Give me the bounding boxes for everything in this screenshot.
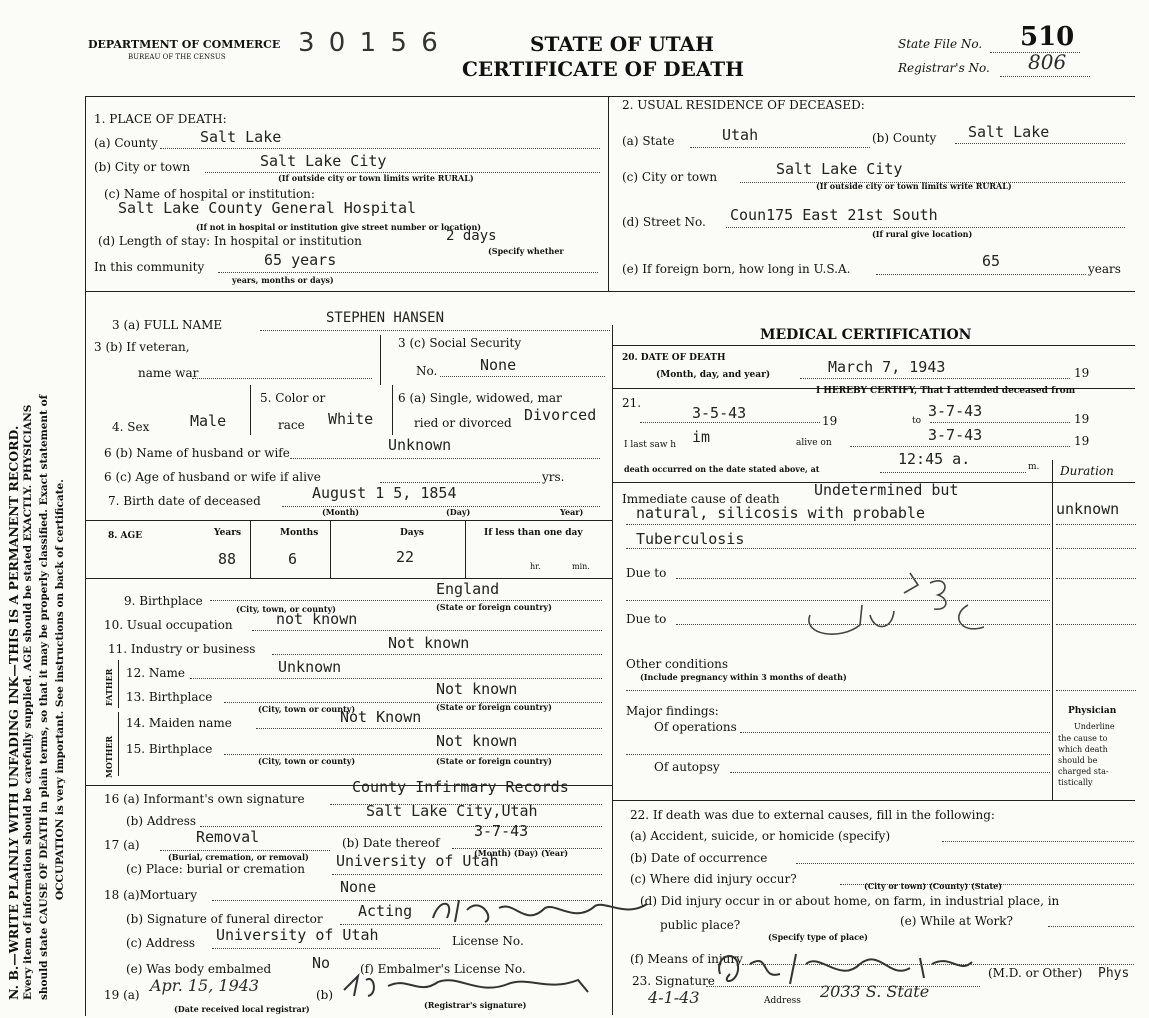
- community-label: In this community: [94, 260, 205, 274]
- res-foreign-value: 65: [982, 252, 1001, 270]
- death-city-label: (b) City or town: [94, 160, 191, 174]
- sex-label: 4. Sex: [112, 420, 150, 434]
- funeral-address-value: University of Utah: [216, 926, 379, 944]
- certificate-number: 3 0 1 5 6: [298, 28, 441, 58]
- phys-label: Phys: [1098, 966, 1130, 981]
- registrar-sig-label: (b): [316, 988, 334, 1002]
- attended-to-19: 19: [1074, 412, 1090, 426]
- res-city-value: Salt Lake City: [776, 160, 903, 178]
- place-burial-label: (c) Place: burial or cremation: [126, 862, 305, 876]
- alive-value: 3-7-43: [928, 426, 983, 444]
- res-street-note: (If rural give location): [872, 229, 973, 239]
- m-label: m.: [1028, 462, 1040, 472]
- father-birthplace-label: 13. Birthplace: [126, 690, 213, 704]
- stay-value: 2 days: [446, 228, 497, 244]
- duration-header: Duration: [1060, 464, 1114, 478]
- where-label: (c) Where did injury occur?: [630, 872, 797, 886]
- res-state-value: Utah: [722, 126, 759, 144]
- physician-annotation: [800, 565, 1010, 640]
- industry-label: 11. Industry or business: [108, 642, 256, 656]
- yrs-label: yrs.: [542, 470, 565, 484]
- attended-to-label: to: [912, 416, 922, 426]
- physician-note-6: tistically: [1058, 778, 1093, 787]
- due-to-1-label: Due to: [626, 566, 667, 580]
- home-injury-label: (d) Did injury occur in or about home, on farm, in industrial place, in: [640, 894, 1060, 908]
- birth-date-label: 7. Birth date of deceased: [108, 494, 261, 508]
- father-name-label: 12. Name: [126, 666, 186, 680]
- father-state-note: (State or foreign country): [436, 702, 552, 712]
- res-county-label: (b) County: [872, 131, 937, 145]
- ss-no-label: No.: [416, 364, 438, 378]
- attended-to-value: 3-7-43: [928, 402, 983, 420]
- burial-date-label: (b) Date thereof: [342, 836, 440, 850]
- physician-address-label: Address: [764, 996, 801, 1006]
- age-years-header: Years: [214, 528, 242, 538]
- filed-value: Apr. 15, 1943: [150, 976, 260, 995]
- dod-note: (Month, day, and year): [656, 370, 771, 380]
- filed-label: 19 (a): [104, 988, 140, 1002]
- marital-label-1: 6 (a) Single, widowed, mar: [398, 391, 562, 405]
- residence-heading: 2. USUAL RESIDENCE OF DECEASED:: [622, 98, 865, 112]
- death-county-value: Salt Lake: [200, 128, 282, 146]
- mother-state-note: (State or foreign country): [436, 756, 552, 766]
- marital-label-2: ried or divorced: [414, 416, 512, 430]
- birth-day-note: (Day): [446, 507, 471, 517]
- occupation-label: 10. Usual occupation: [104, 618, 233, 632]
- age-years-value: 88: [218, 550, 237, 568]
- state-title: STATE OF UTAH: [530, 32, 714, 56]
- burial-note: (Burial, cremation, or removal): [168, 852, 309, 862]
- sidebar-line-4: OCCUPATION is very important. See instructions on back of certificate.: [54, 479, 66, 900]
- father-city-note: (City, town or county): [258, 704, 356, 714]
- public-place-label: public place?: [660, 918, 741, 932]
- sidebar-line-3: should state CAUSE OF DEATH in plain terms, so that it may be properly classified. Exact statement of: [38, 394, 50, 1000]
- stay-specify: (Specify whether: [488, 246, 564, 256]
- means-label: (f) Means of injury: [630, 952, 743, 966]
- mother-birthplace-label: 15. Birthplace: [126, 742, 213, 756]
- res-street-label: (d) Street No.: [622, 215, 706, 229]
- external-causes-label: 22. If death was due to external causes, fill in the following:: [630, 808, 995, 822]
- physician-note-4: should be: [1058, 756, 1098, 765]
- res-street-value: Coun175 East 21st South: [730, 206, 938, 224]
- age-days-value: 22: [396, 548, 415, 566]
- res-years-label: years: [1088, 262, 1121, 276]
- due-to-2-label: Due to: [626, 612, 667, 626]
- full-name-label: 3 (a) FULL NAME: [112, 318, 223, 332]
- embalmed-label: (e) Was body embalmed: [126, 962, 272, 976]
- embalmed-value: No: [312, 954, 331, 972]
- accident-label: (a) Accident, suicide, or homicide (specify): [630, 829, 891, 843]
- attended-from-19: 19: [822, 414, 838, 428]
- mother-label: MOTHER: [104, 735, 114, 778]
- birthplace-city-note: (City, town, or county): [236, 604, 336, 614]
- community-note: years, months or days): [232, 275, 334, 285]
- informant-address-value: Salt Lake City,Utah: [366, 802, 538, 820]
- race-label: race: [278, 418, 305, 432]
- funeral-address-label: (c) Address: [126, 936, 196, 950]
- mother-city-note: (City, town or county): [258, 756, 356, 766]
- physician-note-3: which death: [1058, 745, 1108, 754]
- mortuary-label: 18 (a)Mortuary: [104, 888, 198, 902]
- director-signature: [425, 888, 655, 936]
- death-time-value: 12:45 a.: [898, 450, 971, 468]
- birthplace-label: 9. Birthplace: [124, 594, 203, 608]
- mother-name-label: 14. Maiden name: [126, 716, 232, 730]
- at-work-label: (e) While at Work?: [900, 914, 1013, 928]
- license-label: License No.: [452, 934, 524, 948]
- duration-value: unknown: [1056, 500, 1120, 518]
- saw-label: I last saw h: [624, 440, 677, 450]
- death-county-label: (a) County: [94, 136, 158, 150]
- color-label: 5. Color or: [260, 391, 326, 405]
- hospital-note: (If not in hospital or institution give street number or location): [196, 222, 482, 232]
- physician-note-5: charged sta-: [1058, 767, 1109, 776]
- alive-label: alive on: [796, 438, 832, 448]
- veteran-label: 3 (b) If veteran,: [94, 340, 190, 354]
- occurrence-label: (b) Date of occurrence: [630, 851, 768, 865]
- filed-note: (Date received local registrar): [174, 1004, 310, 1014]
- physician-note-1: Underline: [1074, 722, 1115, 731]
- informant-label: 16 (a) Informant's own signature: [104, 792, 305, 806]
- death-city-value: Salt Lake City: [260, 152, 387, 170]
- autopsy-label: Of autopsy: [654, 760, 720, 774]
- where-note: (City or town) (County) (State): [864, 881, 1003, 891]
- informant-address-label: (b) Address: [126, 814, 197, 828]
- birthplace-state-note: (State or foreign country): [436, 602, 552, 612]
- occurred-label: death occurred on the date stated above, at: [624, 464, 820, 474]
- md-label: (M.D. or Other): [988, 966, 1083, 980]
- page-title: CERTIFICATE OF DEATH: [462, 57, 745, 81]
- sidebar-line-2: Every item of information should be carefully supplied. AGE should be stated EXACTLY. PHYSICIANS: [22, 404, 34, 1000]
- race-value: White: [328, 410, 374, 428]
- public-place-note: (Specify type of place): [768, 932, 868, 942]
- medical-heading: MEDICAL CERTIFICATION: [760, 327, 972, 343]
- physician-address-value: 2033 S. State: [820, 982, 930, 1001]
- physician-note-2: the cause to: [1058, 734, 1108, 743]
- ss-value: None: [480, 356, 517, 374]
- registrar-sig-note: (Registrar's signature): [424, 1000, 527, 1010]
- operations-label: Of operations: [654, 720, 737, 734]
- attended-from-value: 3-5-43: [692, 404, 747, 422]
- occupation-value: not known: [276, 610, 358, 628]
- director-label: (b) Signature of funeral director: [126, 912, 323, 926]
- father-name-value: Unknown: [278, 658, 342, 676]
- full-name-value: STEPHEN HANSEN: [326, 310, 445, 326]
- burial-value: Removal: [196, 828, 260, 846]
- alive-19: 19: [1074, 434, 1090, 448]
- mother-birthplace-value: Not known: [436, 732, 518, 750]
- res-county-value: Salt Lake: [968, 123, 1050, 141]
- father-label: FATHER: [104, 668, 114, 706]
- res-city-note: (If outside city or town limits write RURAL): [816, 181, 1012, 191]
- registrar-number: 806: [1028, 50, 1067, 74]
- res-foreign-label: (e) If foreign born, how long in U.S.A.: [622, 262, 851, 276]
- burial-date-value: 3-7-43: [474, 822, 529, 840]
- industry-value: Not known: [388, 634, 470, 652]
- dod-19: 19: [1074, 366, 1090, 380]
- place-heading: 1. PLACE OF DEATH:: [94, 112, 227, 126]
- state-file-label: State File No.: [898, 37, 983, 51]
- father-birthplace-value: Not known: [436, 680, 518, 698]
- certify-text: I HEREBY CERTIFY, That I attended deceased from: [816, 386, 1076, 396]
- cause-label: Immediate cause of death: [622, 492, 780, 506]
- birth-date-value: August 1 5, 1854: [312, 484, 457, 502]
- sex-value: Male: [190, 412, 227, 430]
- birth-year-note: Year): [560, 507, 584, 517]
- age-label: 8. AGE: [108, 531, 143, 541]
- birthplace-value: England: [436, 580, 500, 598]
- other-conditions-note: (Include pregnancy within 3 months of death): [640, 672, 847, 682]
- hospital-label: (c) Name of hospital or institution:: [104, 187, 315, 201]
- cause-line-2: natural, silicosis with probable: [636, 504, 925, 522]
- dod-label: 20. DATE OF DEATH: [622, 353, 726, 363]
- spouse-label: 6 (b) Name of husband or wife: [104, 446, 290, 460]
- embalmer-label: (f) Embalmer's License No.: [360, 962, 526, 976]
- certify-number: 21.: [622, 396, 642, 410]
- mortuary-value: None: [340, 878, 377, 896]
- dept-label: DEPARTMENT OF COMMERCE: [88, 38, 281, 51]
- physician-sign-date: 4-1-43: [648, 988, 700, 1007]
- min-label: min.: [572, 562, 590, 571]
- registrar-label: Registrar's No.: [898, 61, 990, 75]
- director-value: Acting: [358, 902, 413, 920]
- hr-label: hr.: [530, 562, 541, 571]
- spouse-value: Unknown: [388, 436, 452, 454]
- age-months-header: Months: [280, 528, 319, 538]
- death-city-note: (If outside city or town limits write RURAL): [278, 173, 474, 183]
- cause-line-3: Tuberculosis: [636, 530, 745, 548]
- hospital-value: Salt Lake County General Hospital: [118, 199, 417, 217]
- age-days-header: Days: [400, 528, 424, 538]
- major-findings-label: Major findings:: [626, 704, 719, 718]
- age-less-header: If less than one day: [484, 528, 583, 538]
- birth-month-note: (Month): [322, 507, 360, 517]
- mother-name-value: Not Known: [340, 708, 422, 726]
- physician-note-header: Physician: [1068, 706, 1117, 716]
- dod-value: March 7, 1943: [828, 358, 946, 376]
- ss-label: 3 (c) Social Security: [398, 336, 522, 350]
- age-months-value: 6: [288, 550, 298, 568]
- sidebar-line-1: N. B.—WRITE PLAINLY WITH UNFADING INK—THIS IS A PERMANENT RECORD.: [6, 425, 21, 1000]
- physician-signature-label: 23. Signature: [632, 974, 715, 988]
- res-city-label: (c) City or town: [622, 170, 718, 184]
- war-label: name war: [138, 366, 199, 380]
- res-state-label: (a) State: [622, 134, 675, 148]
- spouse-age-label: 6 (c) Age of husband or wife if alive: [104, 470, 321, 484]
- marital-value: Divorced: [524, 406, 597, 424]
- burial-label: 17 (a): [104, 838, 140, 852]
- place-burial-value: University of Utah: [336, 852, 499, 870]
- other-conditions-label: Other conditions: [626, 657, 729, 671]
- state-file-number: 510: [1020, 22, 1075, 52]
- community-value: 65 years: [264, 251, 337, 269]
- stay-label: (d) Length of stay: In hospital or institution: [98, 234, 362, 248]
- registrar-signature: [338, 970, 608, 1002]
- saw-value: im: [692, 428, 711, 446]
- bureau-label: BUREAU OF THE CENSUS: [128, 53, 226, 61]
- informant-value: County Infirmary Records: [352, 778, 569, 796]
- cause-line-1: Undetermined but: [814, 481, 959, 499]
- burial-date-note: (Month) (Day) (Year): [474, 848, 569, 858]
